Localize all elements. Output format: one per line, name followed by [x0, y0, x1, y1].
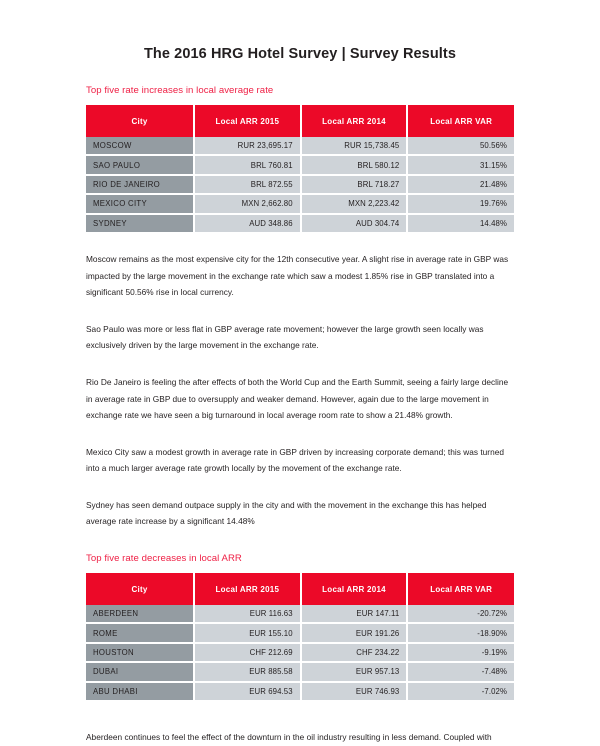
- cell-city: MEXICO CITY: [86, 194, 194, 213]
- cell-arr-var: -9.19%: [407, 643, 514, 662]
- cell-arr-2014: BRL 580.12: [301, 155, 408, 174]
- cell-arr-2014: RUR 15,738.45: [301, 137, 408, 155]
- paragraph-mexico-city: [86, 424, 514, 477]
- table-row: [86, 682, 514, 700]
- cell-arr-2015: EUR 885.58: [194, 662, 301, 681]
- cell-arr-2014: EUR 957.13: [301, 662, 408, 681]
- section-heading-increases: Top five rate increases in local average rate: [86, 85, 274, 96]
- table-header-row: [86, 105, 514, 137]
- cell-arr-2014: BRL 718.27: [301, 175, 408, 194]
- cell-arr-2015: AUD 348.86: [194, 214, 301, 232]
- table-row: [86, 605, 514, 623]
- cell-city: DUBAI: [86, 662, 194, 681]
- column-header-arr-var: Local ARR VAR: [407, 105, 514, 137]
- cell-arr-var: -18.90%: [407, 623, 514, 642]
- cell-city: MOSCOW: [86, 137, 194, 155]
- cell-city: HOUSTON: [86, 643, 194, 662]
- column-header-city: City: [86, 105, 194, 137]
- paragraph-text: Sao Paulo was more or less flat in GBP average rate movement; however the large growth seen locally was exclusively driven by the large movement in the exchange rate.: [86, 323, 484, 351]
- column-header-arr-2014: Local ARR 2014: [301, 573, 408, 605]
- table-header-row: [86, 573, 514, 605]
- column-header-arr-2015: Local ARR 2015: [194, 573, 301, 605]
- cell-city: ABU DHABI: [86, 682, 194, 700]
- column-header-arr-2015: Local ARR 2015: [194, 105, 301, 137]
- cell-arr-2014: AUD 304.74: [301, 214, 408, 232]
- cell-arr-2015: BRL 872.55: [194, 175, 301, 194]
- paragraph-rio-de-janeiro: [86, 354, 514, 424]
- cell-arr-2015: MXN 2,662.80: [194, 194, 301, 213]
- paragraph-text: Rio De Janeiro is feeling the after effects of both the World Cup and the Earth Summit, seeing a fairly large decline in average rate in GBP due to oversupply and weaker demand. However, again due to the large movement in exchange rate we have seen a big turnaround in local average room rate to show a 21.48% growth.: [86, 376, 509, 421]
- table-row: [86, 214, 514, 232]
- cell-arr-2015: BRL 760.81: [194, 155, 301, 174]
- rate-decreases-table: [86, 573, 514, 700]
- cell-arr-var: -7.02%: [407, 682, 514, 700]
- cell-arr-2014: EUR 147.11: [301, 605, 408, 623]
- cell-arr-2015: EUR 155.10: [194, 623, 301, 642]
- cell-arr-2014: CHF 234.22: [301, 643, 408, 662]
- cell-arr-2015: CHF 212.69: [194, 643, 301, 662]
- cell-arr-var: 19.76%: [407, 194, 514, 213]
- table-row: [86, 155, 514, 174]
- table-row: [86, 643, 514, 662]
- cell-city: ABERDEEN: [86, 605, 194, 623]
- cell-arr-var: 21.48%: [407, 175, 514, 194]
- cell-arr-2015: RUR 23,695.17: [194, 137, 301, 155]
- cell-arr-var: -20.72%: [407, 605, 514, 623]
- cell-city: SAO PAULO: [86, 155, 194, 174]
- cell-arr-var: 50.56%: [407, 137, 514, 155]
- cell-arr-2015: EUR 694.53: [194, 682, 301, 700]
- column-header-arr-var: Local ARR VAR: [407, 573, 514, 605]
- column-header-arr-2014: Local ARR 2014: [301, 105, 408, 137]
- cell-city: ROME: [86, 623, 194, 642]
- paragraph-sydney: [86, 477, 514, 530]
- paragraph-text: Aberdeen continues to feel the effect of the downturn in the oil industry resulting in less demand. Coupled with: [86, 732, 492, 743]
- cell-arr-var: -7.48%: [407, 662, 514, 681]
- section-heading-decreases: Top five rate decreases in local ARR: [86, 553, 242, 565]
- cell-arr-var: 14.48%: [407, 214, 514, 232]
- table-row: [86, 662, 514, 681]
- cell-arr-var: 31.15%: [407, 155, 514, 174]
- cell-arr-2014: EUR 746.93: [301, 682, 408, 700]
- cell-arr-2015: EUR 116.63: [194, 605, 301, 623]
- paragraph-text: Sydney has seen demand outpace supply in the city and with the movement in the exchange this has helped average rate increase by a significant 14.48%: [86, 499, 487, 527]
- cell-arr-2014: EUR 191.26: [301, 623, 408, 642]
- page-title: The 2016 HRG Hotel Survey | Survey Results: [143, 46, 457, 62]
- column-header-city: City: [86, 573, 194, 605]
- paragraph-moscow: [86, 232, 514, 301]
- table-row: [86, 137, 514, 155]
- cell-city: SYDNEY: [86, 214, 194, 232]
- table-row: [86, 623, 514, 642]
- cell-city: RIO DE JANEIRO: [86, 175, 194, 194]
- paragraph-text: Moscow remains as the most expensive city for the 12th consecutive year. A slight rise in average rate in GBP was impacted by the large movement in the exchange rate which saw a modest 1.85% rise in GBP translated into a significant 50.56% rise in local currency.: [86, 253, 509, 298]
- rate-increases-table: [86, 105, 514, 232]
- table-row: [86, 175, 514, 194]
- table-row: [86, 194, 514, 213]
- cell-arr-2014: MXN 2,223.42: [301, 194, 408, 213]
- paragraph-aberdeen: [86, 700, 514, 746]
- paragraph-text: Mexico City saw a modest growth in average rate in GBP driven by increasing corporate demand; this was turned into a much larger average rate growth locally by the movement of the exchange rate.: [86, 446, 504, 474]
- paragraph-sao-paulo: [86, 301, 514, 354]
